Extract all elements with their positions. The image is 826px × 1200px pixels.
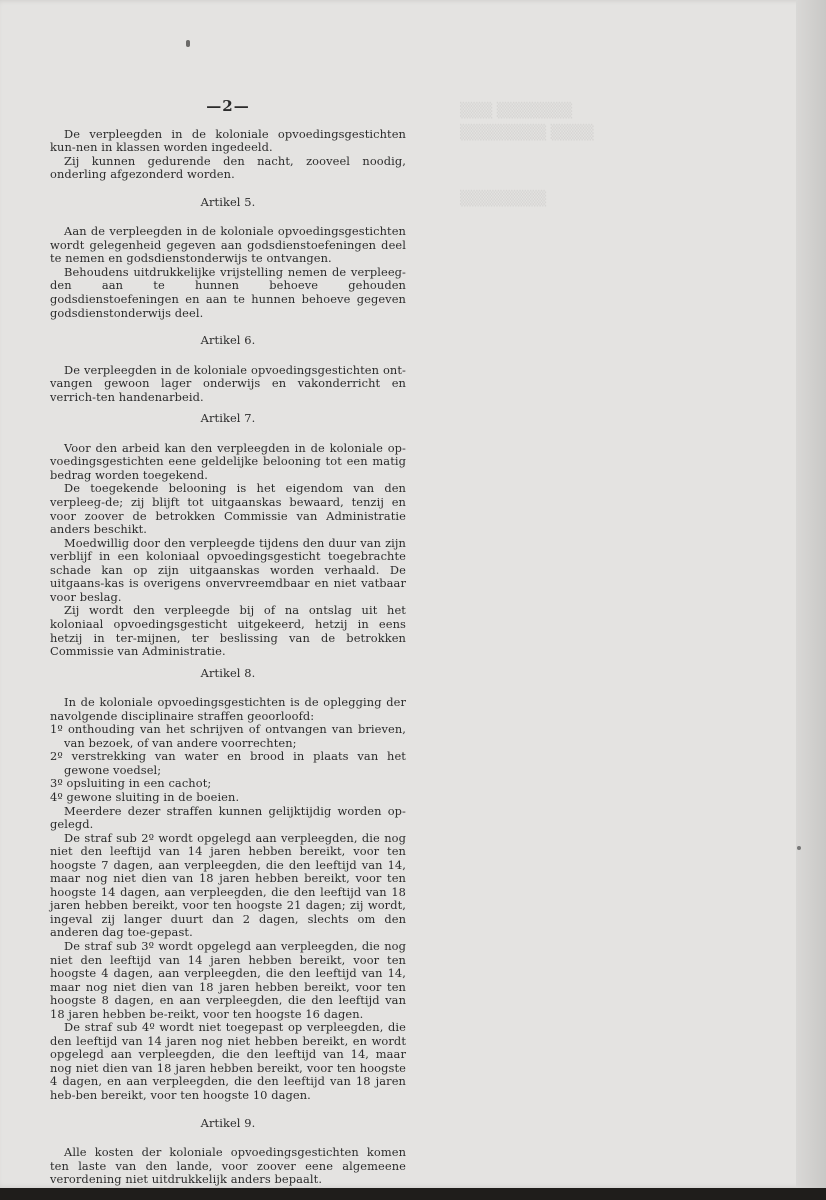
text-line: De straf sub 4º wordt niet toegepast op verpleegden, die <box>64 1020 406 1035</box>
text-line: ben bereikt, voor ten hoogste 10 dagen. <box>75 1088 311 1102</box>
text-line: De straf sub 3º wordt opgelegd aan verpleegden, die nog <box>64 938 406 953</box>
text-line: 4 dagen, aan verpleegden, die den leeftijd van 14, maar nog <box>50 966 406 994</box>
text-line: 1º onthouding van het schrijven of ontvangen van brieven, <box>50 722 406 737</box>
text-line: niet dien van 18 jaren hebben bereikt, voor ten hoogste 4 <box>50 1060 406 1089</box>
text-line: voedingsgestichten eene geldelijke belooning tot een matig <box>50 454 406 469</box>
text-line: 3º opsluiting in een cachot; <box>50 776 212 791</box>
text-line: navolgende disciplinaire straffen geoorloofd: <box>50 708 315 723</box>
text-line: opvoedingsgesticht uitgekeerd, hetzij in eens hetzij in ter- <box>50 616 406 645</box>
text-line: niet den leeftijd van 14 jaren hebben bereikt, voor ten hoogste <box>50 952 406 981</box>
text-line: niet uitdrukkelijk anders bepaalt. <box>125 1172 323 1187</box>
text-line: nen in klassen worden ingedeeld. <box>75 140 273 155</box>
text-line: den leeftijd van 14 jaren nog niet hebben bereikt, en wordt <box>50 1033 406 1048</box>
text-line: reikt, voor ten hoogste 16 dagen. <box>167 1006 364 1021</box>
text-line: opgelegd aan verpleegden, die den leeftijd van 14, maar nog <box>50 1047 406 1075</box>
text-line: De toegekende belooning is het eigendom van den verpleeg- <box>50 481 406 510</box>
text-line: Alle kosten der koloniale opvoedingsgestichten komen ten <box>50 1145 406 1173</box>
list-item <box>50 791 406 805</box>
paragraph <box>50 225 406 266</box>
article-heading: Artikel 8. <box>200 665 256 680</box>
bleed-through-text: ▒▒▒ ▒▒▒▒▒▒▒ ▒▒▒▒▒▒▒▒ ▒▒▒▒ ▒▒▒▒▒▒▒▒ <box>460 103 594 207</box>
article-heading: Artikel 7. <box>200 411 256 426</box>
text-line: bedrag worden toegekend. <box>50 467 209 482</box>
text-line: In de koloniale opvoedingsgestichten is de oplegging der <box>64 695 406 710</box>
article-heading: Artikel 5. <box>200 194 256 209</box>
text-line: 7 dagen, aan verpleegden, die den leeftijd van 14, maar nog <box>50 857 406 886</box>
text-line: en aan verpleegden, die den leeftijd van 18 jaren hebben be- <box>50 993 407 1021</box>
text-line: Behoudens uitdrukkelijke vrijstelling nemen de verpleeg- <box>64 264 406 279</box>
page-number: —2— <box>206 97 250 115</box>
text-line: Administratie. <box>142 644 226 659</box>
text-line: De verpleegden in de koloniale opvoedingsgestichten ont- <box>64 362 406 377</box>
paragraph <box>50 266 406 320</box>
paragraph <box>50 442 406 483</box>
text-line: Voor den arbeid kan den verpleegden in de koloniale op- <box>64 440 406 455</box>
article-heading: Artikel 6. <box>200 333 256 348</box>
text-line: Meerdere dezer straffen kunnen gelijktijdig worden op- <box>64 803 406 818</box>
text-line: Zij wordt den verpleegde bij of na ontslag uit het koloniaal <box>50 603 406 631</box>
text-line: vangen gewoon lager onderwijs en vakonderricht en verrich- <box>50 376 406 404</box>
scan-border <box>0 1188 826 1200</box>
text-line: De straf sub 2º wordt opgelegd aan verpleegden, die nog <box>64 830 406 845</box>
text-line: dagen, aan verpleegden, die den leeftijd van 18 jaren hebben <box>50 884 407 913</box>
text-blocks <box>50 128 406 1187</box>
text-line: 4º gewone sluiting in de boeien. <box>50 789 240 804</box>
text-line: afgezonderd worden. <box>110 167 235 182</box>
paragraph <box>50 940 406 1021</box>
text-line: wordt gelegenheid gegeven aan godsdienstoefeningen deel te <box>50 237 406 266</box>
text-line: niet dien van 18 jaren hebben bereikt, voor ten hoogste 14 <box>50 871 406 899</box>
text-line: verblijf in een koloniaal opvoedingsgesticht toegebrachte <box>50 549 406 564</box>
paragraph <box>50 805 406 832</box>
list-item <box>50 723 406 750</box>
text-line: voedsel; <box>113 762 162 777</box>
text-line: gepast. <box>149 925 193 940</box>
text-line: de; zij blijft tot uitgaanskas bewaard, tenzij en voor zoover <box>50 495 406 523</box>
article-heading: Artikel 9. <box>200 1115 256 1130</box>
paragraph <box>50 604 406 658</box>
text-line: Moedwillig door den verpleegde tijdens den duur van zijn <box>64 535 406 550</box>
text-line: ten handenarbeid. <box>96 389 204 404</box>
paragraph <box>50 696 406 723</box>
text-line: de betrokken Commissie van Administratie anders beschikt. <box>50 508 407 537</box>
text-line: dagen, en aan verpleegden, die den leeftijd van 18 jaren heb- <box>50 1074 406 1102</box>
text-line: niet den leeftijd van 14 jaren hebben bereikt, voor ten hoogste <box>50 844 406 872</box>
text-line: bereikt, voor ten hoogste 21 dagen; zij wordt, ingeval zij <box>50 898 407 926</box>
page-edge <box>796 0 826 1200</box>
text-line: nemen en godsdienstonderwijs te ontvangen. <box>65 251 332 266</box>
text-line: laste van den lande, voor zoover eene algemeene verordening <box>50 1158 406 1187</box>
text-line: en aan te hunnen behoeve gegeven godsdienstonderwijs deel. <box>50 292 406 320</box>
speck-mark <box>797 846 801 850</box>
paragraph <box>50 364 406 405</box>
text-line: schade kan op zijn uitgaanskas worden verhaald. De uitgaans- <box>50 562 406 591</box>
paragraph <box>50 482 406 536</box>
text-line: langer duurt dan 2 dagen, slechts om den anderen dag toe- <box>50 911 407 940</box>
list-item <box>50 777 406 791</box>
paragraph <box>50 832 406 940</box>
text-line: De verpleegden in de koloniale opvoedingsgestichten kun- <box>50 126 406 155</box>
text-line: Aan de verpleegden in de koloniale opvoedingsgestichten <box>64 224 406 239</box>
text-line: gelegd. <box>50 817 94 832</box>
paragraph <box>50 128 406 155</box>
text-line: kas is overigens onvervreemdbaar en niet vatbaar voor beslag. <box>50 576 406 604</box>
document-text <box>50 97 407 1187</box>
paragraph <box>50 1021 406 1102</box>
list-item <box>50 750 406 777</box>
text-line: Zij kunnen gedurende den nacht, zooveel noodig, onderling <box>50 153 406 182</box>
text-line: niet dien van 18 jaren hebben bereikt, voor ten hoogste 8 dagen, <box>50 979 406 1008</box>
pin-hole-mark <box>186 40 190 47</box>
text-line: van bezoek, of van andere voorrechten; <box>64 735 297 750</box>
text-line: den aan te hunnen behoeve gehouden godsdienstoefeningen <box>50 278 406 307</box>
paragraph <box>50 1146 406 1187</box>
text-line: mijnen, ter beslissing van de betrokken Commissie van <box>50 630 406 659</box>
text-line: 2º verstrekking van water en brood in plaats van het gewone <box>50 749 406 777</box>
paragraph <box>50 537 406 605</box>
paragraph <box>50 155 406 182</box>
